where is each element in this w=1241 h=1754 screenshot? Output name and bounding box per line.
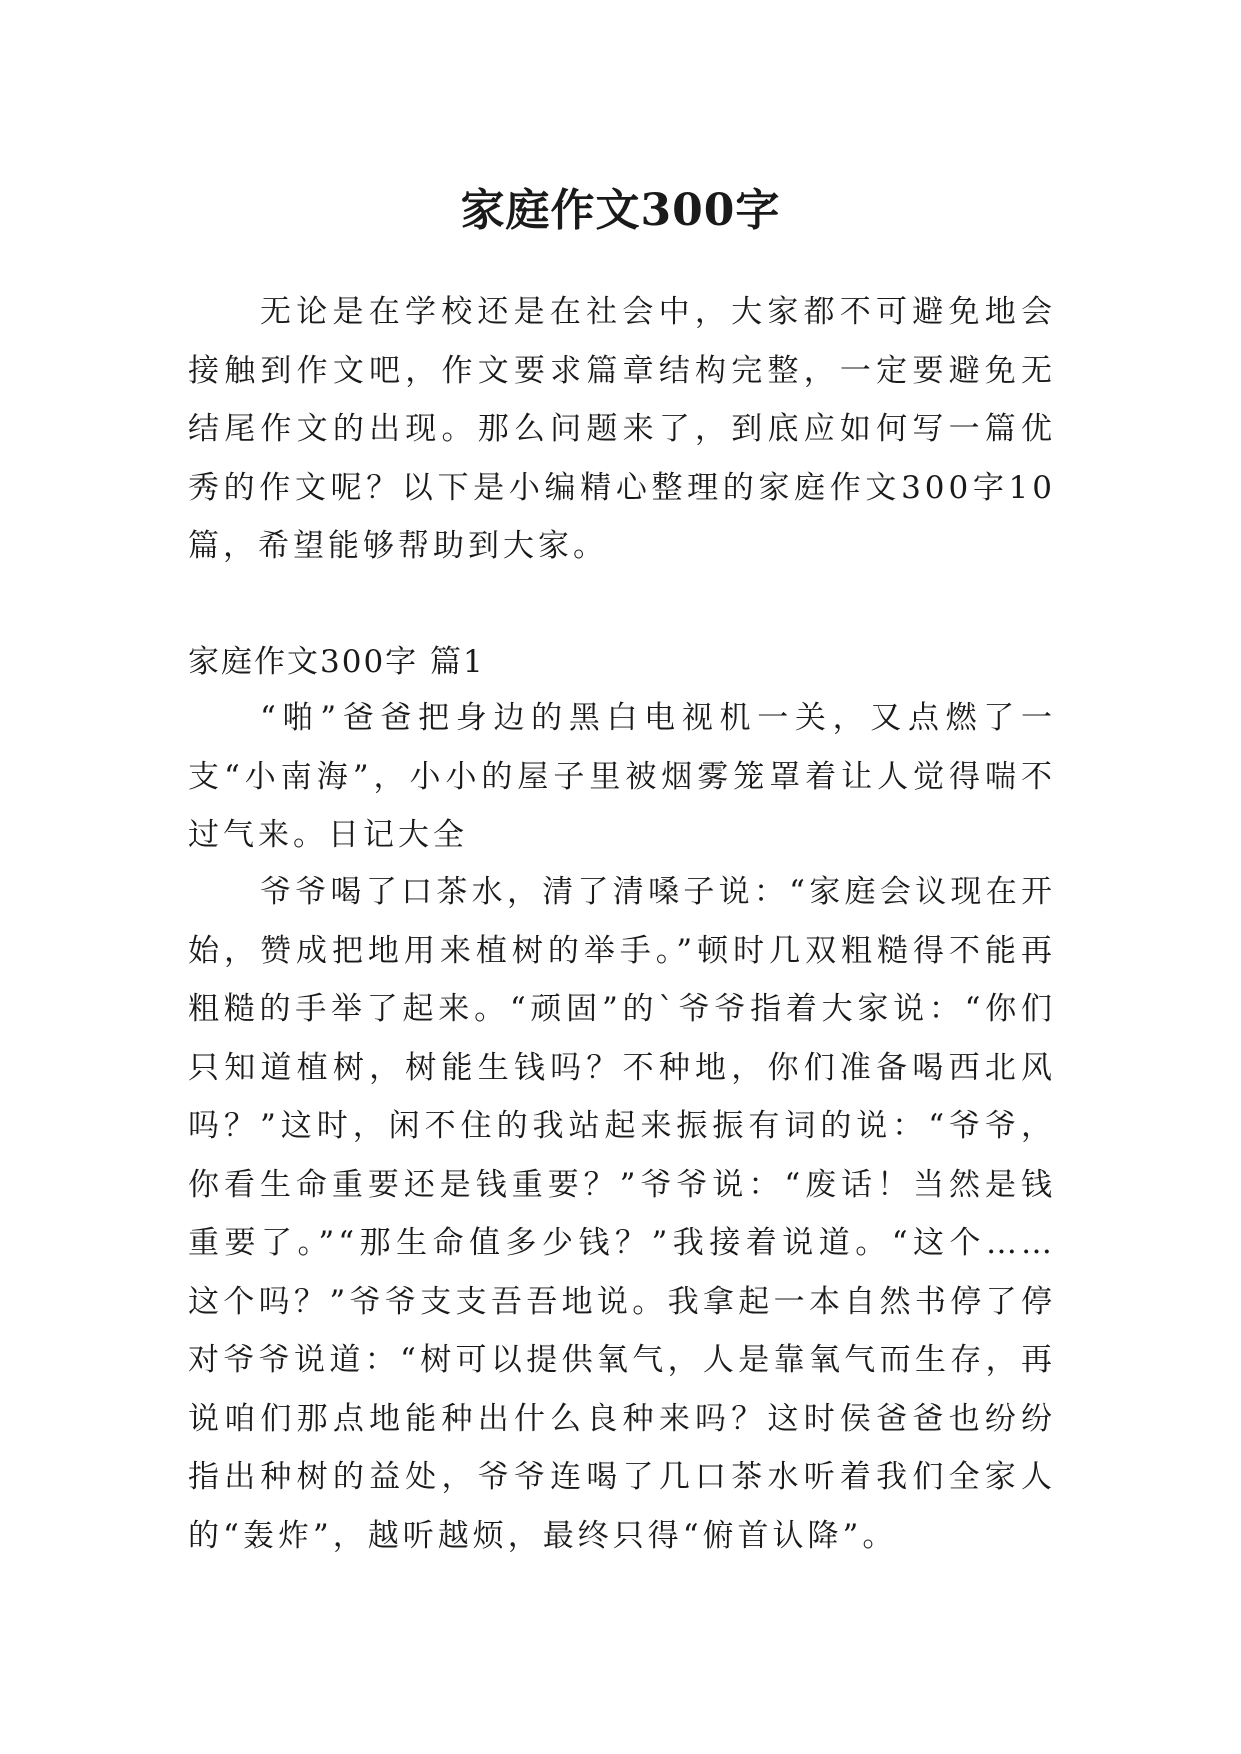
section-heading: 家庭作文300字 篇1 <box>188 644 485 680</box>
body-paragraph-1: “啪”爸爸把身边的黑白电视机一关，又点燃了一支“小南海”，小小的屋子里被烟雾笼罩着让人觉得喘不过气来。日记大全 <box>188 700 1056 853</box>
intro-paragraph: 无论是在学校还是在社会中，大家都不可避免地会接触到作文吧，作文要求篇章结构完整，一定要避免无结尾作文的出现。那么问题来了，到底应如何写一篇优秀的作文呢？以下是小编精心整理的家庭作文300字10篇，希望能够帮助到大家。 <box>188 294 1056 564</box>
document-title: 家庭作文300字 <box>460 185 781 237</box>
body-paragraph-2: 爷爷喝了口茶水，清了清嗓子说：“家庭会议现在开始，赞成把地用来植树的举手。”顿时几双粗糙得不能再粗糙的手举了起来。“顽固”的`爷爷指着大家说：“你们只知道植树，树能生钱吗？不种地，你们准备喝西北风吗？”这时，闲不住的我站起来振振有词的说：“爷爷，你看生命重要还是钱重要？”爷爷说：“废话！当然是钱重要了。”“那生命值多少钱？”我接着说道。“这个……这个吗？”爷爷支支吾吾地说。我拿起一本自然书停了停对爷爷说道：“树可以提供氧气，人是靠氧气而生存，再说咱们那点地能种出什么良种来吗？这时侯爸爸也纷纷指出种树的益处，爷爷连喝了几口茶水听着我们全家人的“轰炸”，越听越烦，最终只得“俯首认降”。 <box>188 874 1056 1554</box>
